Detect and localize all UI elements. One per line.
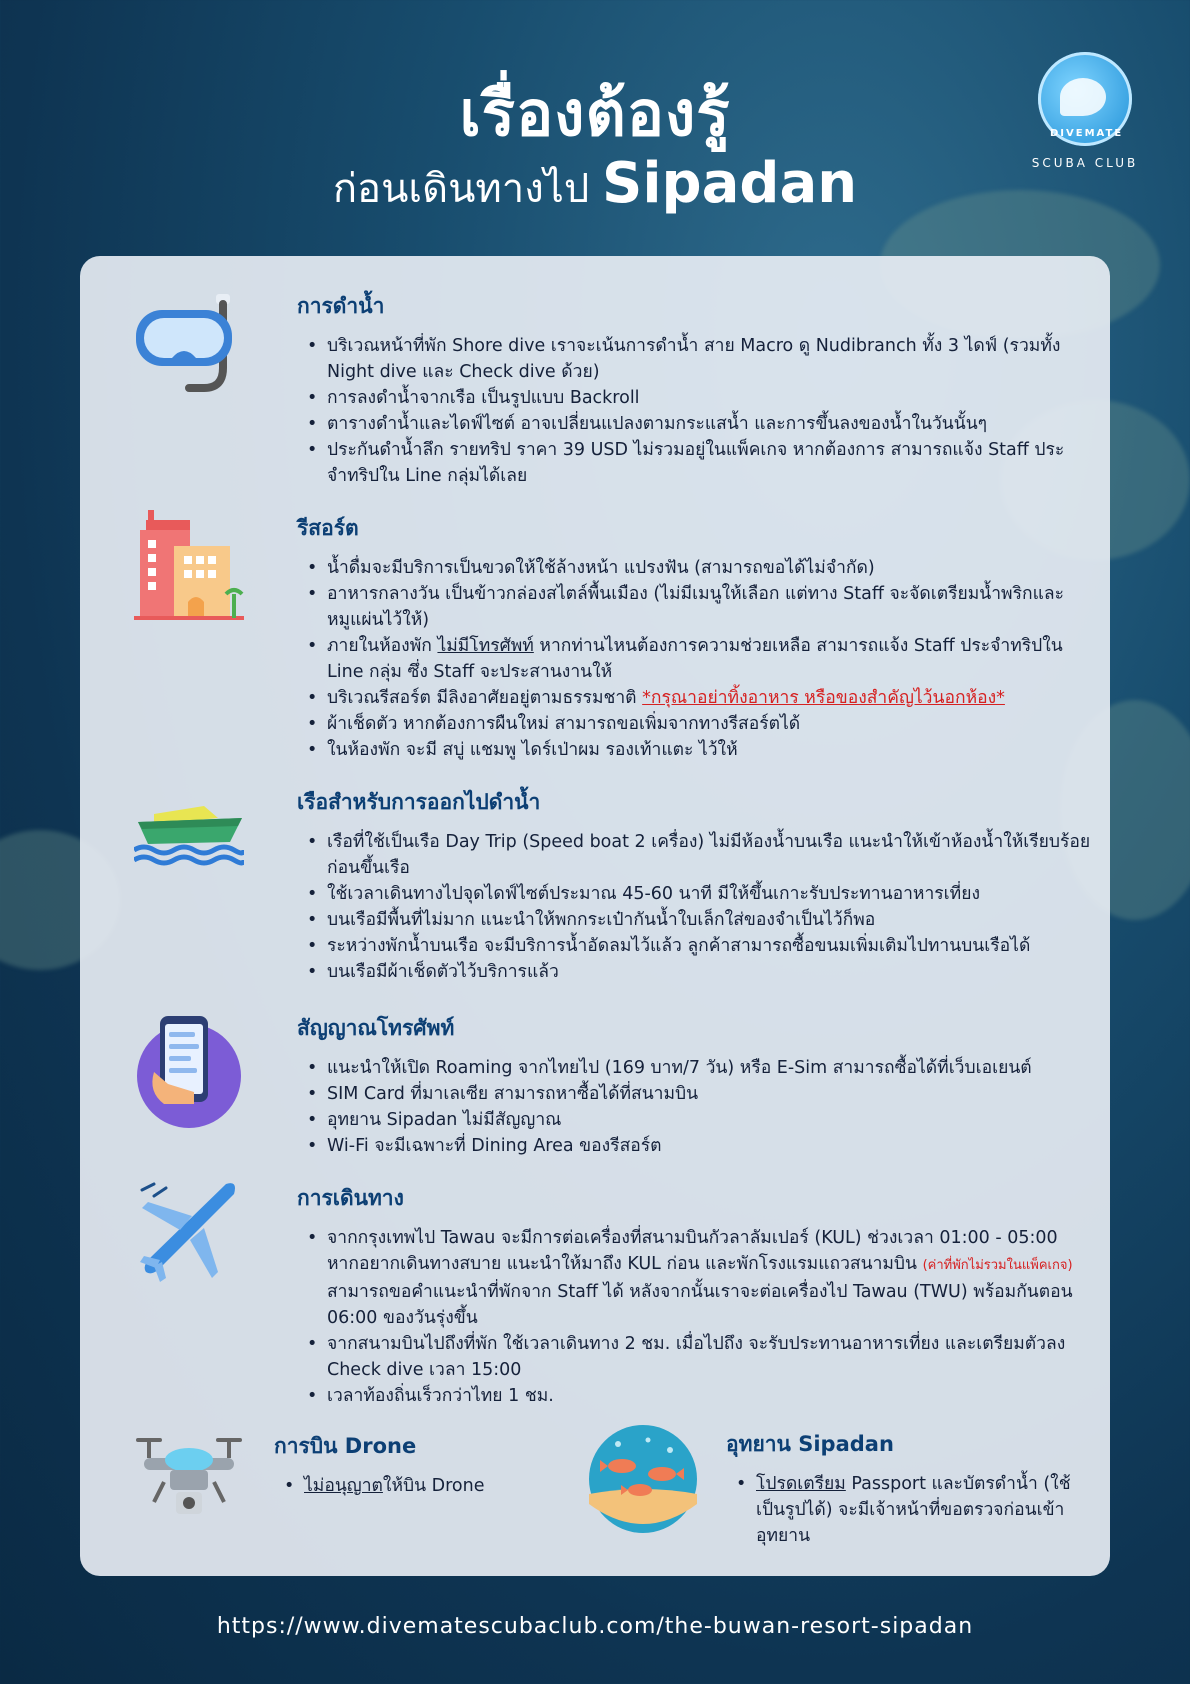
sipadan-reef-fish-icon — [588, 1424, 698, 1534]
list-item — [304, 1473, 604, 1499]
section-title: สัญญาณโทรศัพท์ — [297, 1016, 455, 1040]
not-allowed-emphasis: ไม่อนุญาต — [304, 1476, 383, 1496]
section-title: รีสอร์ต — [297, 516, 359, 540]
list-item: • แนะนำให้เปิด Roaming จากไทยไป (169 บาท/7 วัน) หรือ E-Sim สามารถซื้อได้ที่เว็บเอเยนต์ — [327, 1055, 1077, 1081]
section-park — [726, 1428, 1076, 1549]
footer-url[interactable]: https://www.divematescubaclub.com/the-buwan-resort-sipadan — [216, 1614, 974, 1639]
accommodation-note: (ค่าที่พักไม่รวมในแพ็คเกจ) — [922, 1258, 1073, 1273]
list-item: • ระหว่างพักน้ำบนเรือ จะมีบริการน้ำอัดลมไว้แล้ว ลูกค้าสามารถซื้อขนมเพิ่มเติมไปทานบนเรือได้ — [327, 933, 1097, 959]
airplane-icon — [134, 1176, 244, 1286]
section-resort — [297, 512, 1077, 763]
hotel-building-icon — [134, 510, 244, 620]
section-title: เรือสำหรับการออกไปดำน้ำ — [297, 790, 541, 814]
list-item: • ประกันดำน้ำลึก รายทริป ราคา 39 USD ไม่รวมอยู่ในแพ็คเกจ หากต้องการ สามารถแจ้ง Staff ประจำทริปใน Line กลุ่มได้เลย — [327, 437, 1077, 489]
diving-mask-icon — [134, 288, 244, 398]
subtitle-prefix: ก่อนเดินทางไป — [332, 166, 590, 213]
list-item: • บนเรือมีผ้าเช็ดตัวไว้บริการแล้ว — [327, 959, 1097, 985]
list-item-text: สามารถขอคำแนะนำที่พักจาก Staff ได้ หลังจากนั้นเราจะต่อเครื่องไป Tawau (TWU) พร้อมกันตอน 06:00 ของวันรุ่งขึ้น — [327, 1282, 1073, 1328]
list-item: • ใช้เวลาเดินทางไปจุดไดฟ์ไซต์ประมาณ 45-60 นาที มีให้ขึ้นเกาะรับประทานอาหารเที่ยง — [327, 881, 1097, 907]
list-item: • ตารางดำน้ำและไดฟ์ไซต์ อาจเปลี่ยนแปลงตามกระแสน้ำ และการขึ้นลงของน้ำในวันนั้นๆ — [327, 411, 1077, 437]
subtitle-destination: Sipadan — [602, 151, 858, 217]
monkey-warning-note: *กรุณาอย่าทิ้งอาหาร หรือของสำคัญไว้นอกห้อง* — [642, 688, 1005, 708]
list-item — [756, 1471, 1076, 1549]
page-title: เรื่องต้องรู้ — [459, 77, 731, 150]
logo-brand: DIVEMATE — [1050, 128, 1124, 139]
list-item-text: หากท่านไหนต้องการความช่วยเหลือ สามารถแจ้ง Staff ประจำทริปใน Line กลุ่ม ซึ่ง Staff จะประสานงานให้ — [327, 636, 1063, 682]
please-prepare-emphasis: โปรดเตรียม — [756, 1474, 846, 1494]
page-subtitle — [0, 148, 1190, 221]
list-item: • ในห้องพัก จะมี สบู่ แชมพู ไดร์เป่าผม รองเท้าแตะ ไว้ให้ — [327, 737, 1077, 763]
logo-fish-icon — [1060, 78, 1106, 116]
list-item-text: ภายในห้องพัก — [327, 636, 432, 656]
list-item-text: จากกรุงเทพไป Tawau จะมีการต่อเครื่องที่สนามบินกัวลาลัมเปอร์ (KUL) ช่วงเวลา 01:00 - 05:00 หากอยากเดินทางสบาย แนะนำให้มาถึง KUL ก่อน และพักโรงแรมแถวสนามบิน — [327, 1228, 1058, 1274]
drone-icon — [134, 1432, 244, 1522]
section-travel — [297, 1182, 1077, 1409]
info-card — [80, 256, 1110, 1576]
list-item: • บนเรือมีพื้นที่ไม่มาก แนะนำให้พกกระเป๋ากันน้ำใบเล็กใส่ของจำเป็นไว้ก็พอ — [327, 907, 1097, 933]
list-item — [327, 1225, 1077, 1331]
section-drone — [274, 1430, 604, 1499]
list-item — [327, 633, 1077, 685]
section-title: การบิน Drone — [274, 1434, 417, 1458]
list-item-text: ให้บิน Drone — [382, 1476, 485, 1496]
section-diving — [297, 290, 1077, 489]
list-item: • น้ำดื่มจะมีบริการเป็นขวดให้ใช้ล้างหน้า แปรงฟัน (สามารถขอได้ไม่จำกัด) — [327, 555, 1077, 581]
list-item: • อุทยาน Sipadan ไม่มีสัญญาณ — [327, 1107, 1077, 1133]
list-item: • อาหารกลางวัน เป็นข้าวกล่องสไตล์พื้นเมือง (ไม่มีเมนูให้เลือก แต่ทาง Staff จะจัดเตรียมน้ำพริกและหมูแผ่นไว้ให้) — [327, 581, 1077, 633]
list-item: • Wi-Fi จะมีเฉพาะที่ Dining Area ของรีสอร์ต — [327, 1133, 1077, 1159]
list-item: • เรือที่ใช้เป็นเรือ Day Trip (Speed boat 2 เครื่อง) ไม่มีห้องน้ำบนเรือ แนะนำให้เข้าห้องน้ำให้เรียบร้อยก่อนขึ้นเรือ — [327, 829, 1097, 881]
section-title: การดำน้ำ — [297, 294, 385, 318]
list-item: • บริเวณหน้าที่พัก Shore dive เราจะเน้นการดำน้ำ สาย Macro ดู Nudibranch ทั้ง 3 ไดฟ์ (รวมทั้ง Night dive และ Check dive ด้วย) — [327, 333, 1077, 385]
section-title: อุทยาน Sipadan — [726, 1432, 894, 1456]
list-item: • SIM Card ที่มาเลเซีย สามารถหาซื้อได้ที่สนามบิน — [327, 1081, 1077, 1107]
no-phone-emphasis: ไม่มีโทรศัพท์ — [437, 636, 534, 656]
logo-tagline: SCUBA CLUB — [1031, 156, 1139, 170]
list-item — [327, 685, 1077, 711]
divemate-logo — [1030, 44, 1140, 184]
section-phone — [297, 1012, 1077, 1159]
speed-boat-icon — [134, 796, 244, 866]
section-boat — [297, 786, 1097, 985]
list-item: • การลงดำน้ำจากเรือ เป็นรูปแบบ Backroll — [327, 385, 1077, 411]
page-header — [0, 77, 1190, 221]
list-item-text: บริเวณรีสอร์ต มีลิงอาศัยอยู่ตามธรรมชาติ — [327, 688, 637, 708]
list-item: • เวลาท้องถิ่นเร็วกว่าไทย 1 ชม. — [327, 1383, 1077, 1409]
list-item-text: Passport และบัตรดำน้ำ (ใช้เป็นรูปได้) จะมีเจ้าหน้าที่ขอตรวจก่อนเข้าอุทยาน — [756, 1474, 1071, 1546]
smartphone-icon — [134, 1012, 244, 1132]
list-item: • ผ้าเช็ดตัว หากต้องการผืนใหม่ สามารถขอเพิ่มจากทางรีสอร์ตได้ — [327, 711, 1077, 737]
list-item: • จากสนามบินไปถึงที่พัก ใช้เวลาเดินทาง 2 ชม. เมื่อไปถึง จะรับประทานอาหารเที่ยง และเตรียมตัวลง Check dive เวลา 15:00 — [327, 1331, 1077, 1383]
section-title: การเดินทาง — [297, 1186, 404, 1210]
